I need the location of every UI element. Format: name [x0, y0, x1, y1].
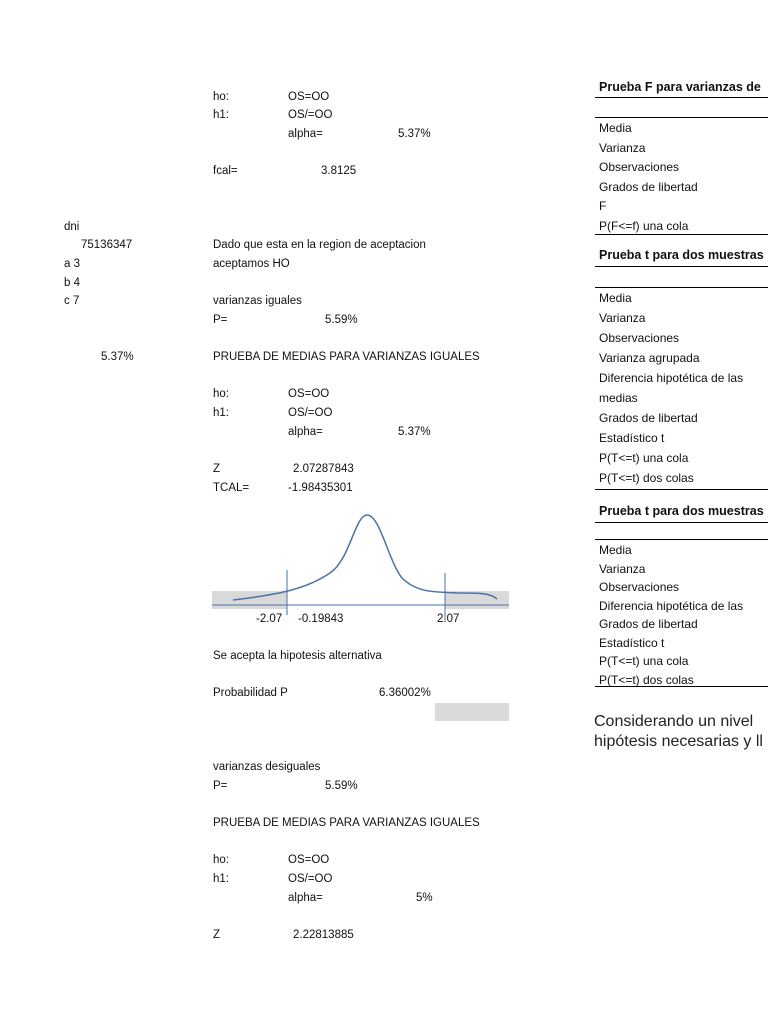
table2-bottom-rule — [595, 489, 768, 490]
z-value: 2.22813885 — [293, 929, 354, 941]
table-row: F — [599, 199, 607, 213]
h1-value: OS/=OO — [288, 407, 333, 419]
ho-label: ho: — [213, 854, 229, 866]
h1-value: OS/=OO — [288, 873, 333, 885]
table3-top-rule — [595, 522, 768, 523]
ho-value: OS=OO — [288, 854, 330, 866]
table-row: Media — [599, 291, 632, 305]
ho-label: ho: — [213, 388, 229, 400]
test-title: PRUEBA DE MEDIAS PARA VARIANZAS IGUALES — [213, 351, 480, 363]
table-row: Grados de libertad — [599, 411, 698, 425]
table-row: Media — [599, 543, 632, 557]
table-row: Varianza — [599, 311, 646, 325]
h1-label: h1: — [213, 407, 229, 419]
table-row: P(T<=t) dos colas — [599, 672, 694, 687]
alpha-label: alpha= — [288, 892, 323, 904]
p-label: P= — [213, 314, 228, 326]
table3-header-rule — [595, 539, 768, 540]
table3-title: Prueba t para dos muestras — [599, 504, 764, 518]
p-label: P= — [213, 780, 228, 792]
ho-value: OS=OO — [288, 388, 330, 400]
prob-value: 6.36002% — [379, 687, 431, 699]
tcal-label: TCAL= — [213, 482, 250, 494]
alpha-value: 5% — [416, 892, 433, 904]
conclusion-line2: aceptamos HO — [213, 258, 290, 270]
variance-type: varianzas desiguales — [213, 761, 321, 773]
ho-label: ho: — [213, 91, 229, 103]
table-row: P(F<=f) una cola — [599, 218, 689, 233]
ho-value: OS=OO — [288, 91, 330, 103]
table-row: Varianza — [599, 140, 646, 155]
fcal-value: 3.8125 — [321, 165, 357, 177]
h1-label: h1: — [213, 109, 229, 121]
table2-header-rule — [595, 287, 768, 288]
test-title: PRUEBA DE MEDIAS PARA VARIANZAS IGUALES — [213, 817, 480, 829]
z-value: 2.07287843 — [293, 463, 354, 475]
table-row: Varianza agrupada — [599, 351, 700, 365]
prob-label: Probabilidad P — [213, 687, 288, 699]
table3-bottom-rule — [595, 686, 768, 687]
dni-value: 75136347 — [81, 239, 133, 251]
var-a: a 3 — [64, 258, 80, 270]
alpha-value: 5.37% — [398, 128, 431, 140]
h1-label: h1: — [213, 873, 229, 885]
table-row: P(T<=t) dos colas — [599, 471, 694, 485]
var-b: b 4 — [64, 277, 80, 289]
conclusion-line1: Dado que esta en la region de aceptacion — [213, 239, 426, 251]
alpha-left: 5.37% — [101, 351, 134, 363]
table-row: Grados de libertad — [599, 617, 698, 631]
table-row: Media — [599, 121, 632, 135]
table-row: Diferencia hipotética de las — [599, 371, 744, 385]
table1-title: Prueba F para varianzas de — [599, 80, 761, 94]
alpha-value: 5.37% — [398, 426, 431, 438]
tcal-curve-label: -0.19843 — [298, 613, 344, 625]
variance-type: varianzas iguales — [213, 295, 302, 307]
table-row: Estadístico t — [599, 635, 665, 650]
p-value: 5.59% — [325, 780, 358, 792]
var-c: c 7 — [64, 295, 80, 307]
table-row: P(T<=t) una cola — [599, 451, 689, 465]
bell-curve — [233, 515, 497, 600]
alpha-label: alpha= — [288, 426, 323, 438]
table-row: Diferencia hipotética de las — [599, 598, 744, 613]
table1-bottom-rule — [595, 234, 768, 235]
dni-label: dni — [64, 221, 80, 233]
table-row: Observaciones — [599, 580, 680, 594]
z-label: Z — [213, 929, 221, 941]
p-value: 5.59% — [325, 314, 358, 326]
h1-value: OS/=OO — [288, 109, 333, 121]
table-row: Observaciones — [599, 160, 680, 174]
conclusion: Se acepta la hipotesis alternativa — [213, 650, 382, 662]
table1-header-rule — [595, 117, 768, 118]
right-critical-label: 2.07 — [437, 613, 460, 625]
question-line1: Considerando un nivel — [594, 713, 754, 730]
table-row: Observaciones — [599, 331, 680, 345]
table1-top-rule — [595, 97, 768, 98]
fcal-label: fcal= — [213, 165, 238, 177]
question-line2: hipótesis necesarias y ll — [594, 733, 763, 750]
table-row: Grados de libertad — [599, 179, 698, 194]
tcal-value: -1.98435301 — [288, 482, 353, 494]
alpha-label: alpha= — [288, 128, 323, 140]
normal-curve-diagram — [205, 505, 515, 630]
table2-title: Prueba t para dos muestras — [599, 248, 764, 262]
table2-top-rule — [595, 266, 768, 267]
selected-cell-shade — [435, 703, 509, 721]
z-label: Z — [213, 463, 221, 475]
table-row: Estadístico t — [599, 431, 665, 445]
table-row: Varianza — [599, 561, 646, 576]
table-row: medias — [599, 391, 638, 405]
left-critical-label: -2.07 — [256, 613, 283, 625]
table-row: P(T<=t) una cola — [599, 654, 689, 668]
